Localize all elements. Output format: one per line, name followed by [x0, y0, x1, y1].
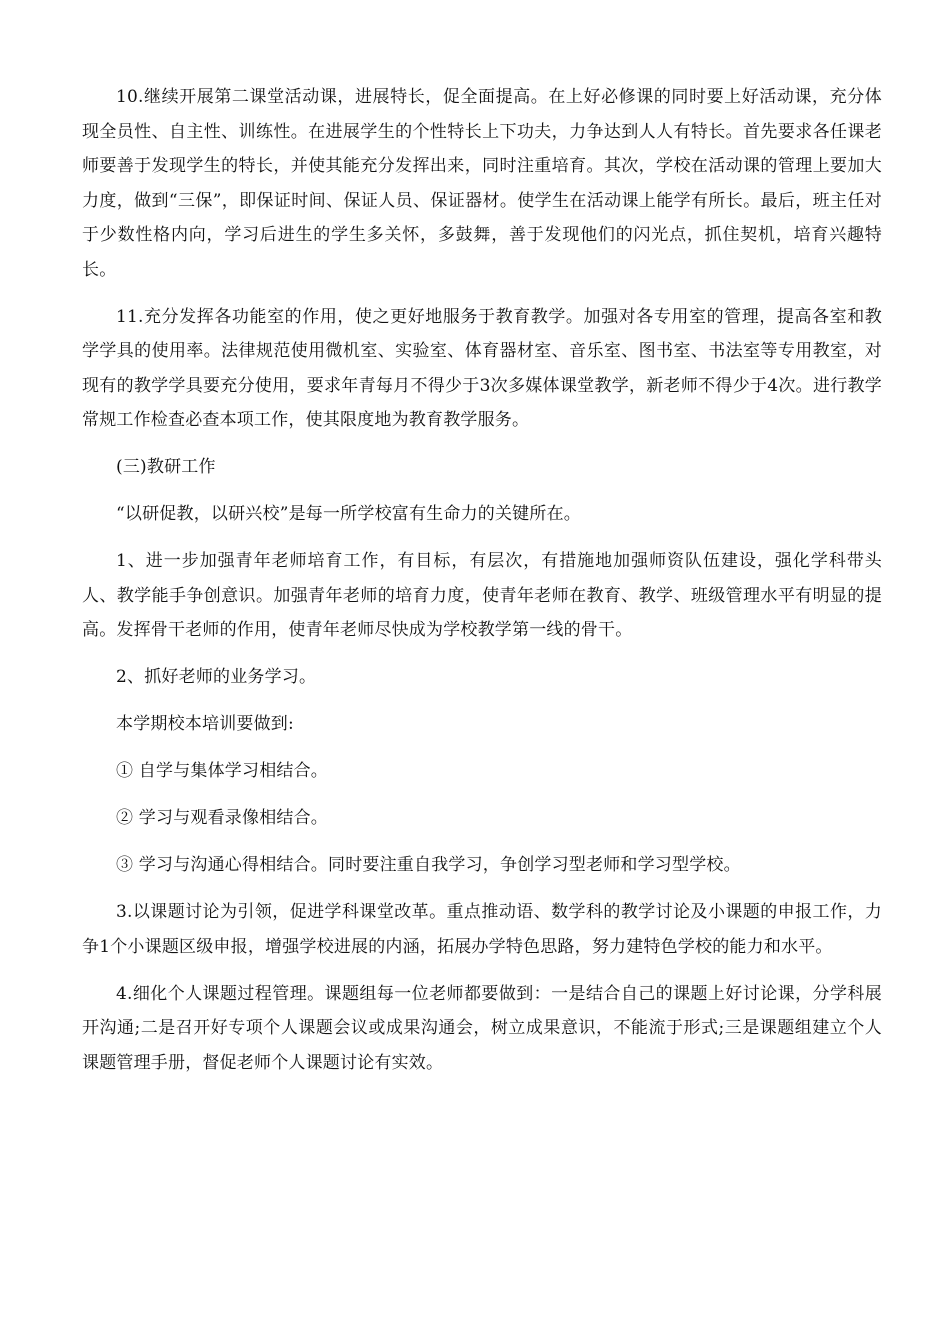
section-heading-teaching-research: (三)教研工作 — [116, 457, 216, 477]
paragraph-item-1: 1、进一步加强青年老师培育工作，有目标，有层次，有措施地加强师资队伍建设，强化学科带头人、教学能手争创意识。加强青年老师的培育力度，使青年老师在教育、教学、班级管理水平有明显的提高。发挥骨干老师的作用，使青年老师尽快成为学校教学第一线的骨干。 — [82, 551, 882, 640]
paragraph-item-3: 3.以课题讨论为引领，促进学科课堂改革。重点推动语、数学科的教学讨论及小课题的申报工作，力争1个小课题区级申报，增强学校进展的内涵，拓展办学特色思路，努力建特色学校的能力和水平。 — [82, 902, 882, 957]
paragraph-item-4: 4.细化个人课题过程管理。课题组每一位老师都要做到：一是结合自己的课题上好讨论课，分学科展开沟通;二是召开好专项个人课题会议或成果沟通会，树立成果意识，不能流于形式;三是课题组建立个人课题管理手册，督促老师个人课题讨论有实效。 — [82, 983, 882, 1073]
paragraph-item-2: 2、抓好老师的业务学习。 — [116, 667, 317, 687]
document-body — [82, 80, 882, 1093]
training-point-3: ③ 学习与沟通心得相结合。同时要注重自我学习，争创学习型老师和学习型学校。 — [116, 855, 741, 875]
training-point-1: ① 自学与集体学习相结合。 — [116, 761, 329, 781]
section-intro: “以研促教，以研兴校”是每一所学校富有生命力的关键所在。 — [116, 504, 581, 524]
paragraph-item-11: 11.充分发挥各功能室的作用，使之更好地服务于教育教学。加强对各专用室的管理，提高各室和教学学具的使用率。法律规范使用微机室、实验室、体育器材室、音乐室、图书室、书法室等专用教室，对现有的教学学具要充分使用，要求年青每月不得少于3次多媒体课堂教学，新老师不得少于4次。进行教学常规工作检查必查本项工作，使其限度地为教育教学服务。 — [82, 306, 882, 430]
paragraph-item-10: 10.继续开展第二课堂活动课，进展特长，促全面提高。在上好必修课的同时要上好活动课，充分体现全员性、自主性、训练性。在进展学生的个性特长上下功夫，力争达到人人有特长。首先要求各任课老师要善于发现学生的特长，并使其能充分发挥出来，同时注重培育。其次，学校在活动课的管理上要加大力度，做到“三保”，即保证时间、保证人员、保证器材。使学生在活动课上能学有所长。最后，班主任对于少数性格内向，学习后进生的学生多关怀，多鼓舞，善于发现他们的闪光点，抓住契机，培育兴趣特长。 — [82, 87, 882, 280]
training-point-2: ② 学习与观看录像相结合。 — [116, 808, 329, 828]
training-intro: 本学期校本培训要做到: — [116, 714, 294, 734]
